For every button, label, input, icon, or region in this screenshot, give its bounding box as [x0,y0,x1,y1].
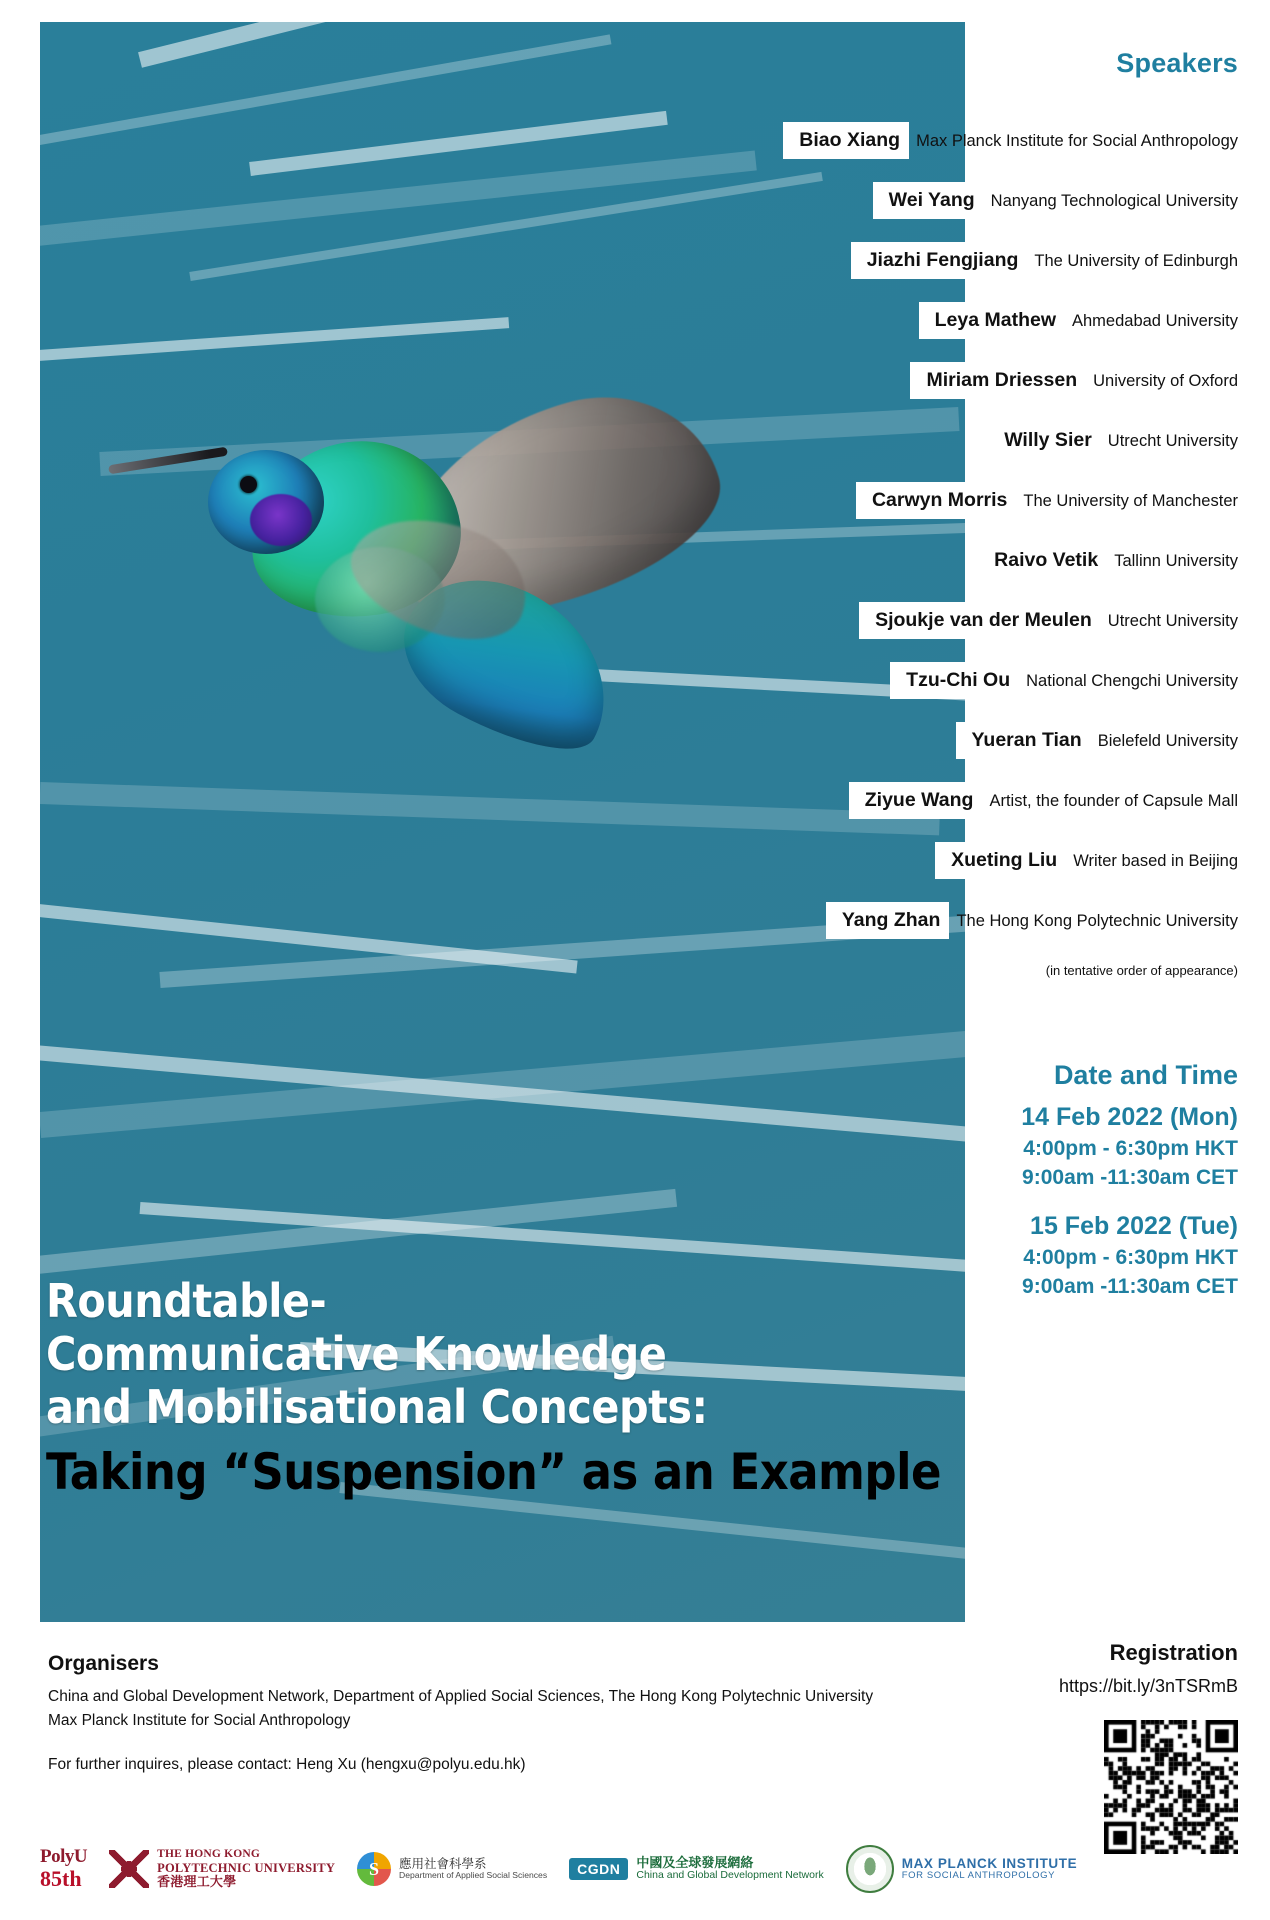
speaker-affiliation: National Chengchi University [1026,672,1238,690]
minerva-seal-icon [846,1845,894,1893]
speaker-row [826,902,1238,939]
speaker-row [890,662,1238,699]
apss-s-icon: S [357,1852,391,1886]
speaker-affiliation: Utrecht University [1107,432,1238,450]
speaker-name: Biao Xiang [783,122,909,159]
speaker-affiliation: Writer based in Beijing [1073,852,1238,870]
organiser-line-1: China and Global Development Network, Department of Applied Social Sciences, The Hong Kong Polytechnic University [48,1688,874,1705]
mpi-line-2: FOR SOCIAL ANTHROPOLOGY [901,1870,1056,1882]
speaker-row [851,242,1238,279]
speaker-affiliation: Utrecht University [1107,612,1238,630]
speaker-affiliation: Tallinn University [1114,552,1238,570]
organisers-section [48,1652,1048,1774]
speaker-name: Jiazhi Fengjiang [851,242,1028,279]
cgdn-english-name: China and Global Development Network [636,1869,824,1882]
speaker-affiliation: Ahmedabad University [1072,312,1238,330]
speaker-row [910,362,1238,399]
speaker-name: Sjoukje van der Meulen [859,602,1101,639]
apss-logo [357,1852,547,1886]
speaker-affiliation: The University of Manchester [1023,492,1238,510]
speaker-name: Raivo Vetik [978,542,1107,579]
polyu-anniversary-text: 85th [40,1866,82,1892]
mpi-line-1: MAX PLANCK INSTITUTE [901,1856,1078,1872]
hkpolyu-line-1: THE HONG KONG [157,1848,261,1861]
date-day: 15 Feb 2022 (Tue) [1030,1212,1238,1240]
speaker-name: Xueting Liu [935,842,1066,879]
speaker-name: Tzu-Chi Ou [890,662,1019,699]
bird-eye [240,476,257,493]
speaker-row [849,782,1238,819]
hk-polyu-logo [109,1848,335,1889]
speaker-name: Yueran Tian [956,722,1091,759]
speaker-row [856,482,1238,519]
speaker-affiliation: Nanyang Technological University [990,192,1238,210]
cgdn-logo [569,1856,824,1882]
registration-section [1059,1640,1238,1697]
date-time-hkt: 4:00pm - 6:30pm HKT [1023,1137,1238,1160]
speaker-name: Wei Yang [873,182,984,219]
title-line-1: Roundtable- [46,1274,327,1328]
title-line-2: Communicative Knowledge [46,1326,667,1381]
speaker-name: Yang Zhan [826,902,950,939]
speaker-row [919,302,1238,339]
speaker-affiliation: The Hong Kong Polytechnic University [956,912,1238,930]
speaker-name: Leya Mathew [919,302,1065,339]
bird-throat [250,494,312,546]
apss-chinese-name: 應用社會科學系 [399,1857,487,1872]
organiser-line-2: Max Planck Institute for Social Anthropology [48,1712,351,1729]
title-line-4: Taking “Suspension” as an Example [46,1442,942,1501]
registration-url[interactable]: https://bit.ly/3nTSRmB [1058,1676,1238,1696]
date-time-hkt: 4:00pm - 6:30pm HKT [1023,1246,1238,1269]
date-time-cet: 9:00am -11:30am CET [1022,1166,1238,1189]
date-day: 14 Feb 2022 (Mon) [1021,1103,1238,1131]
date-block [1021,1103,1238,1190]
title-line-3: and Mobilisational Concepts: [46,1379,708,1434]
date-time-heading: Date and Time [1053,1060,1238,1090]
speaker-affiliation: University of Oxford [1093,372,1238,390]
speaker-row [873,182,1238,219]
date-and-time-section [1021,1060,1238,1299]
max-planck-logo [846,1845,1078,1893]
speaker-row [978,542,1238,579]
speaker-name: Miriam Driessen [910,362,1086,399]
speakers-note: (in tentative order of appearance) [1045,963,1238,978]
speaker-row [988,422,1238,459]
poster-title [46,1274,1176,1501]
speaker-row [859,602,1238,639]
hkpolyu-line-2: POLYTECHNIC UNIVERSITY [157,1861,336,1876]
polyu-knot-icon [109,1850,149,1888]
registration-heading: Registration [1109,1640,1238,1665]
date-time-cet: 9:00am -11:30am CET [1022,1275,1238,1298]
hkpolyu-line-3: 香港理工大學 [157,1874,237,1890]
logo-strip [40,1832,1230,1906]
decorative-streak [40,317,509,363]
apss-english-name: Department of Applied Social Sciences [399,1870,548,1881]
bird-beak [108,447,228,475]
hummingbird-image [100,402,740,862]
speaker-affiliation: Bielefeld University [1097,732,1238,750]
speaker-name: Carwyn Morris [856,482,1016,519]
speaker-affiliation: Artist, the founder of Capsule Mall [989,792,1238,810]
speaker-name: Ziyue Wang [849,782,983,819]
speaker-row [783,122,1238,159]
organisers-heading: Organisers [48,1652,159,1675]
contact-line: For further inquires, please contact: Heng Xu (hengxu@polyu.edu.hk) [48,1756,526,1773]
polyu-85th-logo [40,1846,87,1892]
polyu-mark-text: PolyU [40,1846,88,1868]
speaker-row [956,722,1239,759]
speaker-affiliation: The University of Edinburgh [1034,252,1238,270]
speaker-affiliation: Max Planck Institute for Social Anthropology [916,132,1238,150]
cgdn-chinese-name: 中國及全球發展網絡 [636,1854,754,1870]
cgdn-badge-icon: CGDN [569,1858,628,1880]
speakers-heading: Speakers [1116,48,1238,78]
speaker-name: Willy Sier [988,422,1101,459]
speaker-row [935,842,1238,879]
